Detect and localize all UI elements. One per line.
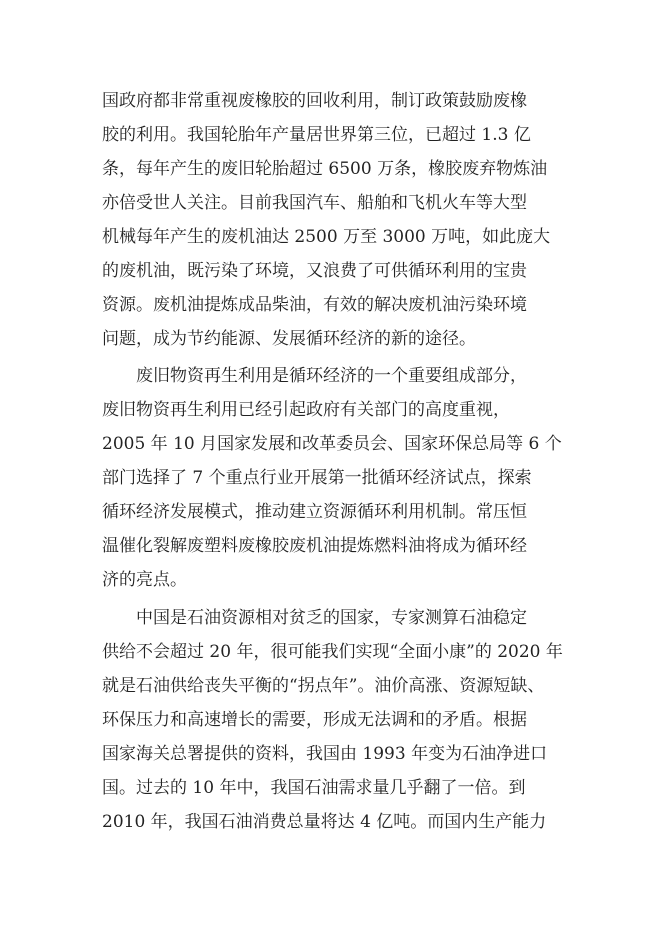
- text-line: 循环经济发展模式，推动建立资源循环利用机制。常压恒: [102, 502, 527, 522]
- text-line: 机械每年产生的废机油达 2500 万至 3000 万吨，如此庞大: [102, 227, 551, 247]
- text-line: 济的亮点。: [102, 570, 187, 590]
- text-line: 废旧物资再生利用已经引起政府有关部门的高度重视，: [102, 400, 510, 420]
- paragraph-first-line: 废旧物资再生利用是循环经济的一个重要组成部分，: [136, 366, 527, 386]
- text-line: 供给不会超过 20 年，很可能我们实现“全面小康”的 2020 年: [102, 642, 563, 662]
- text-line: 资源。废机油提炼成品柴油，有效的解决废机油污染环境: [102, 295, 527, 315]
- text-line: 胶的利用。我国轮胎年产量居世界第三位，已超过 1.3 亿: [102, 125, 531, 145]
- text-line: 亦倍受世人关注。目前我国汽车、船舶和飞机火车等大型: [102, 193, 527, 213]
- text-line: 的废机油，既污染了环境，又浪费了可供循环利用的宝贵: [102, 261, 527, 281]
- text-line: 条，每年产生的废旧轮胎超过 6500 万条，橡胶废弃物炼油: [102, 159, 548, 179]
- text-line: 国。过去的 10 年中，我国石油需求量几乎翻了一倍。到: [102, 778, 526, 798]
- text-line: 部门选择了 7 个重点行业开展第一批循环经济试点，探索: [102, 468, 532, 488]
- text-line: 问题，成为节约能源、发展循环经济的新的途径。: [102, 329, 476, 349]
- text-line: 2005 年 10 月国家发展和改革委员会、国家环保总局等 6 个: [102, 434, 562, 454]
- text-line: 就是石油供给丧失平衡的“拐点年”。油价高涨、资源短缺、: [102, 676, 545, 696]
- text-line: 国家海关总署提供的资料，我国由 1993 年变为石油净进口: [102, 744, 548, 764]
- text-line: 国政府都非常重视废橡胶的回收利用，制订政策鼓励废橡: [102, 91, 527, 111]
- text-line: 2010 年，我国石油消费总量将达 4 亿吨。而国内生产能力: [102, 812, 547, 832]
- paragraph-first-line: 中国是石油资源相对贫乏的国家，专家测算石油稳定: [136, 608, 527, 628]
- text-line: 环保压力和高速增长的需要，形成无法调和的矛盾。根据: [102, 710, 527, 730]
- text-line: 温催化裂解废塑料废橡胶废机油提炼燃料油将成为循环经: [102, 536, 527, 556]
